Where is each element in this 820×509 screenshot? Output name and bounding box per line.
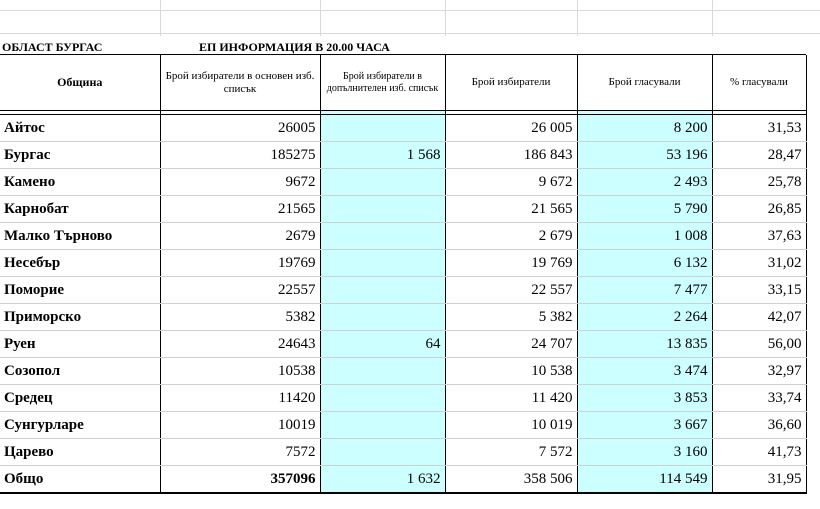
region-title: ОБЛАСТ БУРГАС bbox=[2, 40, 103, 54]
cell-voters[interactable]: 24 707 bbox=[445, 331, 577, 358]
cell-municipality[interactable]: Айтос bbox=[0, 115, 160, 142]
cell-voters[interactable]: 19 769 bbox=[445, 250, 577, 277]
cell-main-list[interactable]: 5382 bbox=[160, 304, 320, 331]
cell-extra-list[interactable] bbox=[320, 385, 445, 412]
cell-voters[interactable]: 9 672 bbox=[445, 169, 577, 196]
cell-main-list[interactable]: 21565 bbox=[160, 196, 320, 223]
cell-main-list[interactable]: 10538 bbox=[160, 358, 320, 385]
cell-voted[interactable]: 1 008 bbox=[577, 223, 712, 250]
cell-voters[interactable]: 5 382 bbox=[445, 304, 577, 331]
cell-municipality[interactable]: Созопол bbox=[0, 358, 160, 385]
cell-percent[interactable]: 32,97 bbox=[712, 358, 806, 385]
cell-municipality[interactable]: Царево bbox=[0, 439, 160, 466]
table-row bbox=[0, 412, 806, 439]
col-header-percent[interactable]: % гласували bbox=[712, 55, 806, 111]
cell-percent[interactable]: 31,02 bbox=[712, 250, 806, 277]
cell-municipality[interactable]: Несебър bbox=[0, 250, 160, 277]
cell-municipality[interactable]: Приморско bbox=[0, 304, 160, 331]
cell-municipality[interactable]: Камено bbox=[0, 169, 160, 196]
cell-voted[interactable]: 3 667 bbox=[577, 412, 712, 439]
cell-extra-list[interactable] bbox=[320, 439, 445, 466]
cell-voted[interactable]: 2 493 bbox=[577, 169, 712, 196]
table-row bbox=[0, 250, 806, 277]
cell-main-list[interactable]: 9672 bbox=[160, 169, 320, 196]
table-row bbox=[0, 115, 806, 142]
cell-percent[interactable]: 26,85 bbox=[712, 196, 806, 223]
cell-extra-list[interactable] bbox=[320, 223, 445, 250]
cell-municipality[interactable]: Малко Търново bbox=[0, 223, 160, 250]
cell-voted[interactable]: 2 264 bbox=[577, 304, 712, 331]
cell-voted[interactable]: 5 790 bbox=[577, 196, 712, 223]
cell-voters[interactable]: 2 679 bbox=[445, 223, 577, 250]
cell-main-list[interactable]: 2679 bbox=[160, 223, 320, 250]
cell-percent[interactable]: 33,15 bbox=[712, 277, 806, 304]
cell-extra-list[interactable] bbox=[320, 412, 445, 439]
cell-percent[interactable]: 31,95 bbox=[712, 466, 806, 494]
cell-extra-list[interactable] bbox=[320, 115, 445, 142]
cell-extra-list[interactable] bbox=[320, 358, 445, 385]
col-header-main-list[interactable]: Брой избиратели в основен изб. списък bbox=[160, 55, 320, 111]
table-row bbox=[0, 169, 806, 196]
cell-voters[interactable]: 21 565 bbox=[445, 196, 577, 223]
total-row bbox=[0, 466, 806, 494]
cell-percent[interactable]: 37,63 bbox=[712, 223, 806, 250]
cell-extra-list[interactable] bbox=[320, 196, 445, 223]
col-header-municipality[interactable]: Община bbox=[0, 55, 160, 111]
col-header-voters[interactable]: Брой избиратели bbox=[445, 55, 577, 111]
grid-line bbox=[320, 0, 321, 36]
table-row bbox=[0, 277, 806, 304]
cell-municipality[interactable]: Общо bbox=[0, 466, 160, 494]
cell-main-list[interactable]: 22557 bbox=[160, 277, 320, 304]
cell-voted[interactable]: 53 196 bbox=[577, 142, 712, 169]
cell-voters[interactable]: 11 420 bbox=[445, 385, 577, 412]
cell-percent[interactable]: 25,78 bbox=[712, 169, 806, 196]
info-title: ЕП ИНФОРМАЦИЯ В 20.00 ЧАСА bbox=[199, 40, 390, 54]
cell-main-list[interactable]: 357096 bbox=[160, 466, 320, 494]
cell-municipality[interactable]: Карнобат bbox=[0, 196, 160, 223]
cell-municipality[interactable]: Поморие bbox=[0, 277, 160, 304]
cell-voters[interactable]: 10 538 bbox=[445, 358, 577, 385]
cell-voted[interactable]: 3 853 bbox=[577, 385, 712, 412]
table-row bbox=[0, 196, 806, 223]
header-row bbox=[0, 55, 806, 111]
cell-voted[interactable]: 3 474 bbox=[577, 358, 712, 385]
cell-municipality[interactable]: Средец bbox=[0, 385, 160, 412]
cell-voters[interactable]: 10 019 bbox=[445, 412, 577, 439]
cell-voted[interactable]: 8 200 bbox=[577, 115, 712, 142]
cell-main-list[interactable]: 19769 bbox=[160, 250, 320, 277]
cell-percent[interactable]: 33,74 bbox=[712, 385, 806, 412]
col-header-extra-list[interactable]: Брой избиратели в допълнителен изб. списък bbox=[320, 55, 445, 111]
col-header-voted[interactable]: Брой гласували bbox=[577, 55, 712, 111]
grid-line bbox=[0, 10, 820, 11]
table-row bbox=[0, 385, 806, 412]
cell-main-list[interactable]: 185275 bbox=[160, 142, 320, 169]
cell-main-list[interactable]: 10019 bbox=[160, 412, 320, 439]
grid-line bbox=[445, 0, 446, 36]
grid-line bbox=[160, 0, 161, 36]
cell-voters[interactable]: 26 005 bbox=[445, 115, 577, 142]
cell-extra-list[interactable] bbox=[320, 250, 445, 277]
cell-voted[interactable]: 7 477 bbox=[577, 277, 712, 304]
cell-voted[interactable]: 13 835 bbox=[577, 331, 712, 358]
cell-voters[interactable]: 22 557 bbox=[445, 277, 577, 304]
cell-main-list[interactable]: 24643 bbox=[160, 331, 320, 358]
cell-municipality[interactable]: Бургас bbox=[0, 142, 160, 169]
cell-percent[interactable]: 31,53 bbox=[712, 115, 806, 142]
results-table bbox=[0, 55, 807, 494]
table-row bbox=[0, 142, 806, 169]
cell-main-list[interactable]: 11420 bbox=[160, 385, 320, 412]
cell-percent[interactable]: 36,60 bbox=[712, 412, 806, 439]
table-row bbox=[0, 331, 806, 358]
cell-voted[interactable]: 6 132 bbox=[577, 250, 712, 277]
grid-line bbox=[712, 0, 713, 36]
table-row bbox=[0, 304, 806, 331]
cell-percent[interactable]: 41,73 bbox=[712, 439, 806, 466]
cell-percent[interactable]: 56,00 bbox=[712, 331, 806, 358]
cell-percent[interactable]: 42,07 bbox=[712, 304, 806, 331]
cell-voters[interactable]: 186 843 bbox=[445, 142, 577, 169]
cell-voted[interactable]: 3 160 bbox=[577, 439, 712, 466]
cell-voted[interactable]: 114 549 bbox=[577, 466, 712, 494]
grid-line bbox=[0, 33, 820, 34]
table-row bbox=[0, 223, 806, 250]
cell-voters[interactable]: 358 506 bbox=[445, 466, 577, 494]
table-row bbox=[0, 358, 806, 385]
cell-extra-list[interactable] bbox=[320, 304, 445, 331]
table-row bbox=[0, 439, 806, 466]
cell-voters[interactable]: 7 572 bbox=[445, 439, 577, 466]
cell-main-list[interactable]: 26005 bbox=[160, 115, 320, 142]
grid-line bbox=[577, 0, 578, 36]
cell-extra-list[interactable]: 64 bbox=[320, 331, 445, 358]
cell-percent[interactable]: 28,47 bbox=[712, 142, 806, 169]
cell-extra-list[interactable] bbox=[320, 277, 445, 304]
cell-extra-list[interactable] bbox=[320, 169, 445, 196]
cell-municipality[interactable]: Руен bbox=[0, 331, 160, 358]
cell-extra-list[interactable]: 1 632 bbox=[320, 466, 445, 494]
cell-main-list[interactable]: 7572 bbox=[160, 439, 320, 466]
cell-municipality[interactable]: Сунгурларе bbox=[0, 412, 160, 439]
cell-extra-list[interactable]: 1 568 bbox=[320, 142, 445, 169]
